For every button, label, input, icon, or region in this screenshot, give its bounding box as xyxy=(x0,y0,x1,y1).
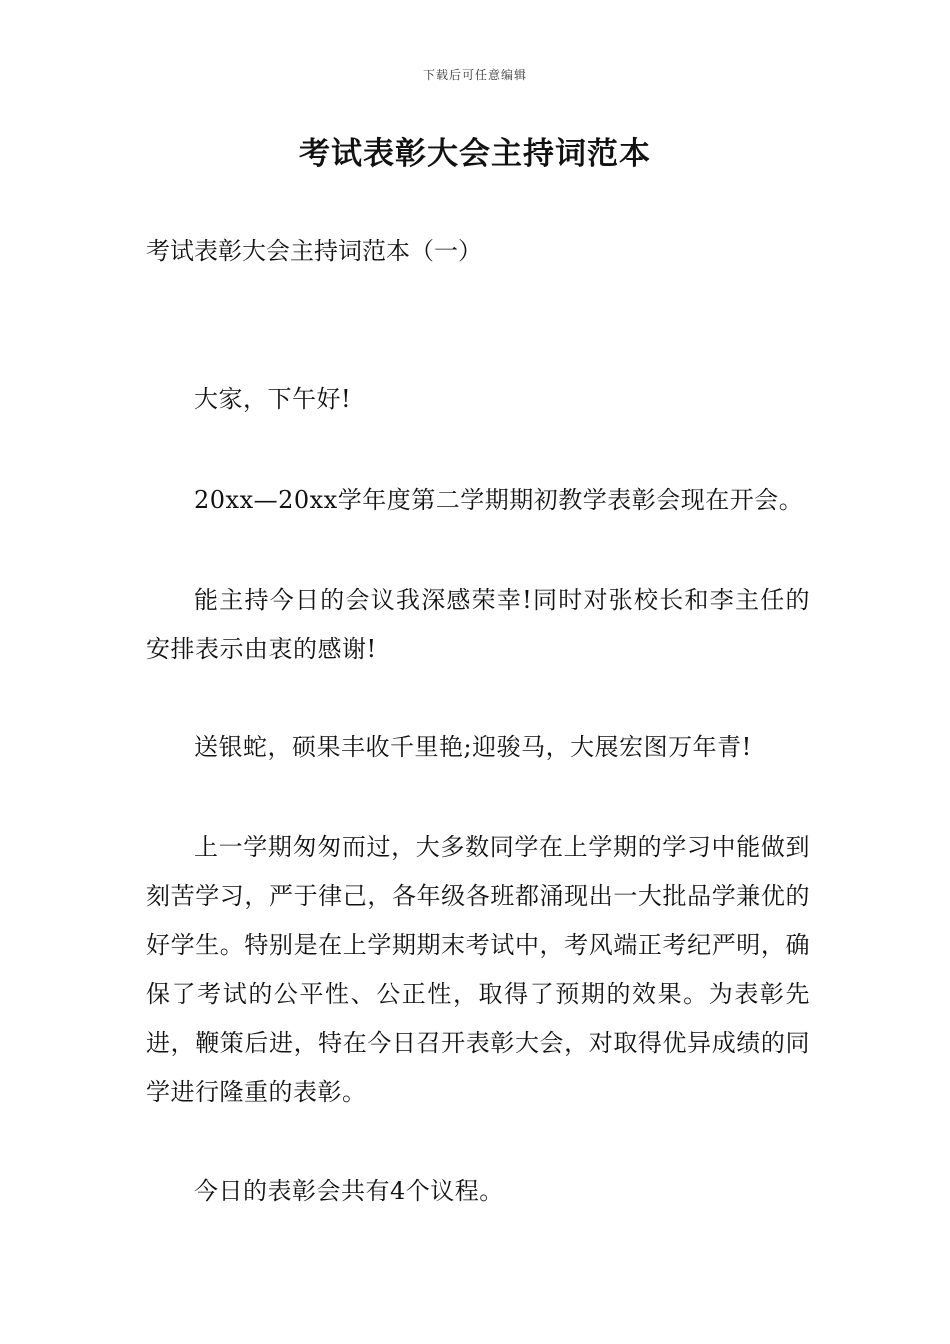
document-title: 考试表彰大会主持词范本 xyxy=(299,136,651,172)
section-subtitle: 考试表彰大会主持词范本（一） xyxy=(146,237,482,265)
paragraph-review: 上一学期匆匆而过，大多数同学在上学期的学习中能做到刻苦学习，严于律己，各年级各班都涌现出一大批品学兼优的好学生。特别是在上学期期末考试中，考风端正考纪严明，确保了考试的公平性、公正性，取得了预期的效果。为表彰先进，鞭策后进，特在今日召开表彰大会，对取得优异成绩的同学进行隆重的表彰。 xyxy=(146,833,810,1106)
paragraph-opening: 20xx—20xx学年度第二学期期初教学表彰会现在开会。 xyxy=(194,486,804,514)
header-note: 下载后可任意编辑 xyxy=(422,68,527,82)
paragraph-couplet: 送银蛇，硕果丰收千里艳;迎骏马，大展宏图万年青! xyxy=(194,733,752,761)
paragraph-agenda: 今日的表彰会共有4个议程。 xyxy=(194,1177,504,1205)
paragraph-thanks: 能主持今日的会议我深感荣幸!同时对张校长和李主任的安排表示由衷的感谢! xyxy=(146,586,810,663)
paragraph-greeting: 大家，下午好! xyxy=(194,385,352,413)
